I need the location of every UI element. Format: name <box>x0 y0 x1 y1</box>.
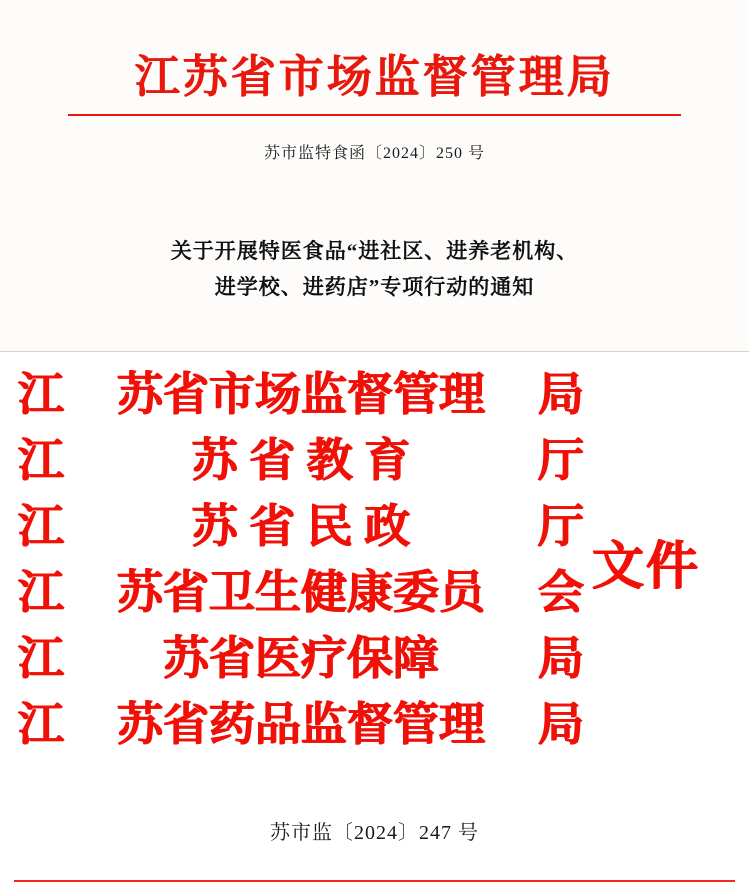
wenjian-label: 文件 <box>592 539 701 596</box>
agency-char-mid: 苏省卫生健康委员 <box>117 567 485 618</box>
bottom-document-section <box>0 352 749 891</box>
agency-char-left: 江 <box>18 501 64 552</box>
agency-char-mid: 苏省市场监督管理 <box>117 369 485 420</box>
agency-char-left: 江 <box>18 633 64 684</box>
issuing-agency-line <box>18 494 584 560</box>
bottom-document-number: 苏市监〔2024〕247 号 <box>270 822 479 844</box>
agency-char-left: 江 <box>18 699 64 750</box>
agency-char-right: 局 <box>538 699 584 750</box>
bottom-document-header-rule <box>14 880 735 882</box>
agency-char-mid: 苏 省 民 政 <box>191 501 411 552</box>
top-document-header-title: 江苏省市场监督管理局 <box>134 52 615 102</box>
issuing-agency-line <box>18 560 584 626</box>
agency-char-right: 会 <box>538 567 584 618</box>
agency-char-right: 局 <box>538 369 584 420</box>
issuing-agency-line <box>18 692 584 758</box>
top-document-subject-line-2: 进学校、进药店”专项行动的通知 <box>214 275 535 299</box>
agency-char-left: 江 <box>18 369 64 420</box>
agency-char-mid: 苏省医疗保障 <box>163 633 439 684</box>
agency-char-left: 江 <box>18 567 64 618</box>
agency-char-right: 厅 <box>538 501 584 552</box>
agency-char-left: 江 <box>18 435 64 486</box>
agency-char-mid: 苏 省 教 育 <box>191 435 411 486</box>
top-document-subject-line-1: 关于开展特医食品“进社区、进养老机构、 <box>170 239 579 263</box>
issuing-agency-line <box>18 428 584 494</box>
issuing-agencies-list <box>18 362 584 758</box>
top-document-section <box>0 0 749 352</box>
top-document-subject <box>0 233 749 305</box>
top-document-header-rule <box>68 114 681 116</box>
top-document-number: 苏市监特食函〔2024〕250 号 <box>263 145 485 162</box>
agency-char-right: 局 <box>538 633 584 684</box>
issuing-agency-line <box>18 362 584 428</box>
agency-char-right: 厅 <box>538 435 584 486</box>
issuing-agency-line <box>18 626 584 692</box>
agency-char-mid: 苏省药品监督管理 <box>117 699 485 750</box>
